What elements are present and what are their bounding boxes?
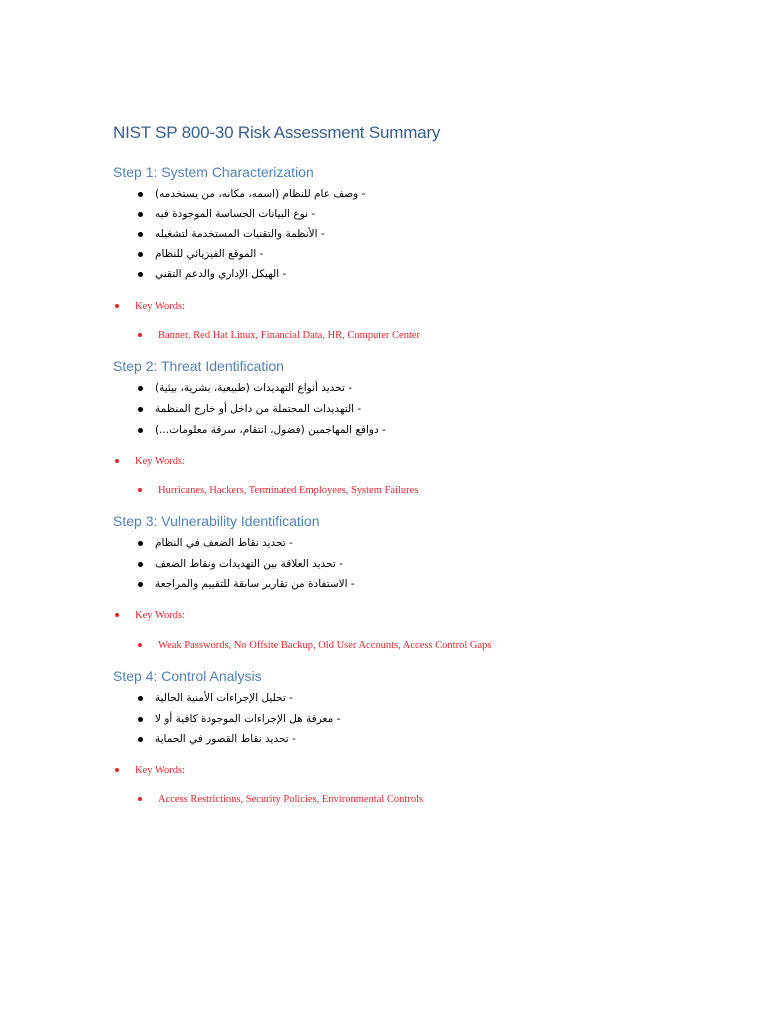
- list-item: - الأنظمة والتقنيات المستخدمة لتشغيله: [138, 225, 325, 243]
- keywords-list: Banner, Red Hat Linux, Financial Data, HR, Computer Center: [138, 328, 420, 342]
- list-item: - الاستفادة من تقارير سابقة للتقييم والمراجعة: [138, 575, 355, 593]
- bullet-icon: [138, 643, 142, 647]
- bullet-icon: [138, 272, 143, 277]
- bullet-icon: [138, 582, 143, 587]
- step-3-heading: Step 3: Vulnerability Identification: [113, 513, 320, 529]
- list-item: - معرفة هل الإجراءات الموجودة كافية أو لا: [138, 710, 340, 728]
- bullet-icon: [138, 232, 143, 237]
- step-1-heading: Step 1: System Characterization: [113, 164, 314, 180]
- step-2-heading: Step 2: Threat Identification: [113, 358, 284, 374]
- bullet-icon: [138, 797, 142, 801]
- bullet-icon: [138, 386, 143, 391]
- list-item: - وصف عام للنظام (اسمه، مكانه، من يستخدمه): [138, 185, 365, 203]
- bullet-icon: [138, 252, 143, 257]
- bullet-icon: [138, 212, 143, 217]
- list-item: - تحديد نقاط القصور في الحماية: [138, 730, 296, 748]
- bullet-icon: [138, 717, 143, 722]
- list-item: - تحديد نقاط الضعف في النظام: [138, 534, 293, 552]
- bullet-icon: [115, 768, 119, 772]
- keywords-label: Key Words:: [115, 454, 185, 468]
- bullet-icon: [138, 737, 143, 742]
- bullet-icon: [138, 192, 143, 197]
- document-title: NIST SP 800-30 Risk Assessment Summary: [113, 123, 441, 142]
- list-item: - تحليل الإجراءات الأمنية الحالية: [138, 689, 293, 707]
- keywords-label: Key Words:: [115, 608, 185, 622]
- list-item: - دوافع المهاجمين (فضول، انتقام، سرقة معلومات...): [138, 421, 386, 439]
- keywords-list: Hurricanes, Hackers, Terminated Employees, System Failures: [138, 483, 418, 497]
- list-item: - الهيكل الإداري والدعم التقني: [138, 265, 286, 283]
- bullet-icon: [138, 407, 143, 412]
- list-item: - التهديدات المحتملة من داخل أو خارج المنظمة: [138, 400, 361, 418]
- bullet-icon: [138, 562, 143, 567]
- list-item: - تحديد أنواع التهديدات (طبيعية، بشرية، بيئية): [138, 379, 352, 397]
- bullet-icon: [138, 541, 143, 546]
- keywords-list: Access Restrictions, Security Policies, Environmental Controls: [138, 792, 423, 806]
- bullet-icon: [138, 696, 143, 701]
- bullet-icon: [115, 304, 119, 308]
- list-item: - نوع البيانات الحساسة الموجودة فيه: [138, 205, 315, 223]
- keywords-list: Weak Passwords, No Offsite Backup, Old User Accounts, Access Control Gaps: [138, 638, 491, 652]
- list-item: - تحديد العلاقة بين التهديدات ونقاط الضعف: [138, 555, 343, 573]
- bullet-icon: [138, 333, 142, 337]
- bullet-icon: [138, 488, 142, 492]
- step-4-heading: Step 4: Control Analysis: [113, 668, 262, 684]
- bullet-icon: [138, 428, 143, 433]
- keywords-label: Key Words:: [115, 299, 185, 313]
- keywords-label: Key Words:: [115, 763, 185, 777]
- bullet-icon: [115, 613, 119, 617]
- bullet-icon: [115, 459, 119, 463]
- list-item: - الموقع الفيزيائي للنظام: [138, 245, 263, 263]
